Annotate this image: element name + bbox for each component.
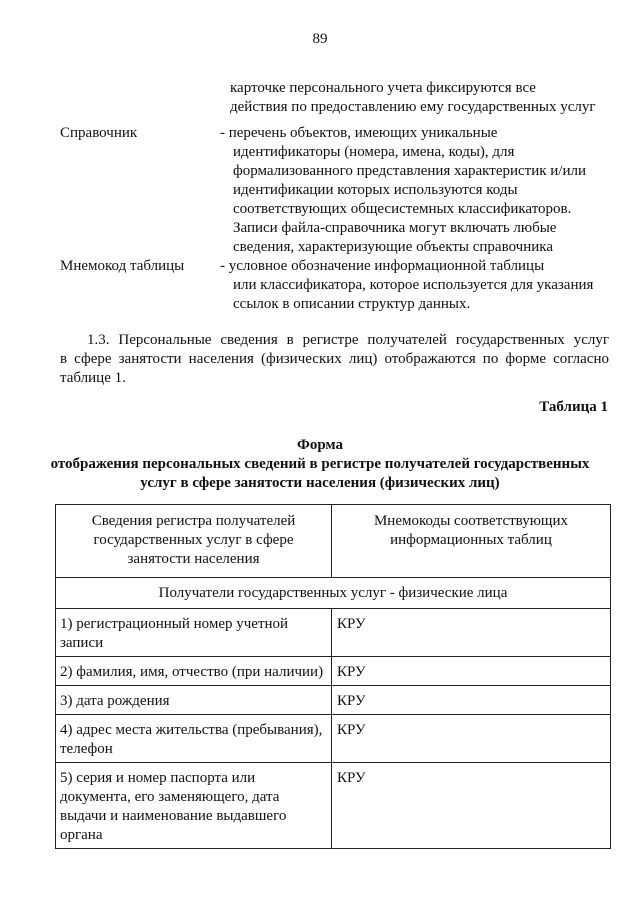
- text-line: формализованного представления характеристик и/или: [233, 163, 587, 179]
- field-cell: 2) фамилия, имя, отчество (при наличии): [56, 657, 332, 686]
- table-row: [56, 686, 611, 715]
- table-row: [56, 715, 611, 763]
- page-number: 89: [312, 31, 328, 47]
- code-cell: КРУ: [332, 715, 611, 763]
- definition-term-mnemocode: Мнемокод таблицы: [60, 258, 185, 274]
- code-cell: КРУ: [332, 763, 611, 849]
- text-line: карточке персонального учета фиксируются все: [230, 80, 536, 96]
- column-header-mnemocodes: Мнемокоды соответствующих информационных таблиц: [332, 505, 611, 578]
- definition-text-mnemocode: [220, 257, 620, 314]
- field-cell: 3) дата рождения: [56, 686, 332, 715]
- text-line: - перечень объектов, имеющих уникальные: [220, 125, 498, 141]
- code-cell: КРУ: [332, 657, 611, 686]
- field-cell: 5) серия и номер паспорта или документа, его заменяющего, дата выдачи и наименование выдавшего органа: [56, 763, 332, 849]
- column-header-fields: Сведения регистра получателей государственных услуг в сфере занятости населения: [56, 505, 332, 578]
- table-label: Таблица 1: [539, 399, 608, 415]
- text-line: или классификатора, которое используется для указания: [233, 277, 594, 293]
- table-title: [40, 436, 600, 493]
- group-label: Получатели государственных услуг - физические лица: [56, 578, 611, 609]
- field-cell: 1) регистрационный номер учетной записи: [56, 609, 332, 657]
- text-line: действия по предоставлению ему государственных услуг: [230, 99, 596, 115]
- text-line: Форма: [296, 437, 344, 453]
- definition-term-reference: Справочник: [60, 125, 138, 141]
- text-line: идентификаторы (номера, имена, коды), для: [233, 144, 515, 160]
- text-line: услуг в сфере занятости населения (физических лиц): [140, 475, 500, 491]
- continuation-text: [230, 79, 620, 117]
- text-line: сведения, характеризующие объекты справочника: [233, 239, 554, 255]
- text-line: Записи файла-справочника могут включать любые: [233, 220, 557, 236]
- table-header-row: [56, 505, 611, 578]
- text-line: - условное обозначение информационной таблицы: [220, 258, 545, 274]
- code-cell: КРУ: [332, 686, 611, 715]
- code-cell: КРУ: [332, 609, 611, 657]
- table-row: [56, 609, 611, 657]
- table-group-row: [56, 578, 611, 609]
- text-line: таблице 1.: [60, 370, 126, 386]
- table-row: [56, 763, 611, 849]
- text-line: 1.3. Персональные сведения в регистре получателей государственных услуг: [87, 332, 609, 348]
- definition-text-reference: [220, 124, 620, 257]
- table-row: [56, 657, 611, 686]
- text-line: идентификации которых используются коды: [233, 182, 518, 198]
- text-line: в сфере занятости населения (физических лиц) отображаются по форме согласно: [60, 351, 609, 367]
- body-paragraph: [60, 331, 609, 388]
- text-line: соответствующих общесистемных классификаторов.: [233, 201, 572, 217]
- text-line: отображения персональных сведений в регистре получателей государственных: [50, 456, 590, 472]
- registry-table: [55, 504, 611, 849]
- text-line: ссылок в описании структур данных.: [233, 296, 471, 312]
- field-cell: 4) адрес места жительства (пребывания), телефон: [56, 715, 332, 763]
